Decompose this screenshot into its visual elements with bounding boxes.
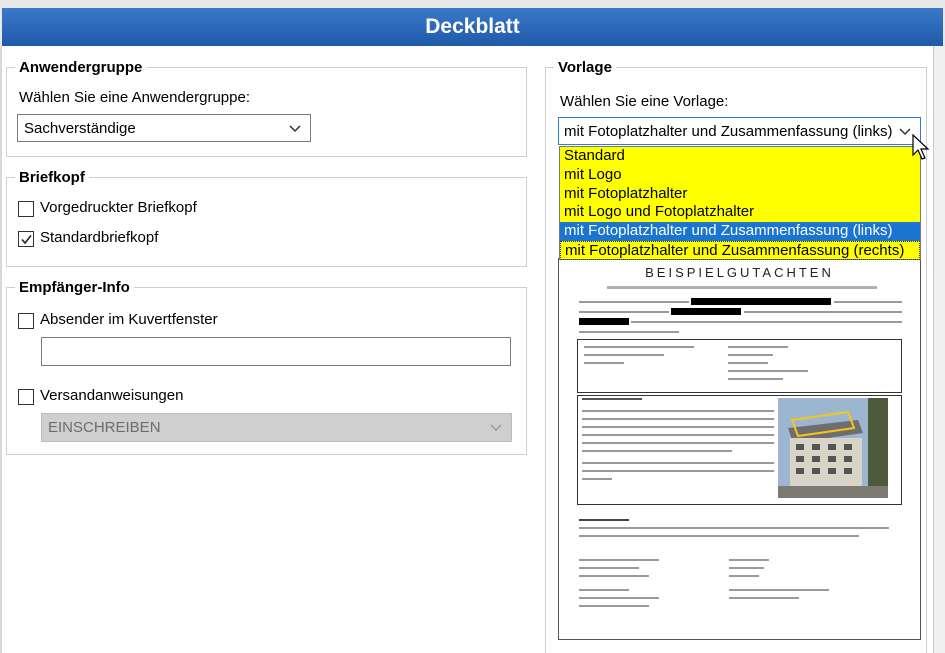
preview-summary-heading	[582, 398, 642, 400]
preview-text-line	[729, 589, 829, 591]
preview-text-line	[582, 478, 612, 480]
empfaenger-title: Empfänger-Info	[15, 279, 134, 296]
preview-text-line	[582, 410, 774, 412]
vorlage-option-zusammenfassung-rechts[interactable]: mit Fotoplatzhalter und Zusammenfassung (rechts)	[560, 241, 920, 260]
preview-text-line	[728, 370, 808, 372]
vorlage-option-logo[interactable]: mit Logo	[564, 165, 622, 183]
anwendergruppe-title: Anwendergruppe	[15, 59, 146, 76]
preview-text-line	[834, 301, 902, 303]
preview-text-line	[728, 354, 773, 356]
preview-text-line	[631, 321, 902, 323]
vorlage-prompt: Wählen Sie eine Vorlage:	[560, 93, 729, 110]
vorlage-select-value: mit Fotoplatzhalter und Zusammenfassung (links)	[564, 122, 893, 140]
preview-text-line	[579, 301, 689, 303]
window-border-left	[0, 46, 2, 653]
preview-text-line	[729, 575, 759, 577]
preview-text-line	[744, 311, 902, 313]
standardbriefkopf-label[interactable]: Standardbriefkopf	[40, 229, 159, 246]
preview-redaction	[691, 298, 831, 305]
window-title: Deckblatt	[2, 8, 943, 46]
anwendergruppe-select[interactable]	[17, 114, 311, 142]
preview-text-line	[729, 597, 799, 599]
briefkopf-title: Briefkopf	[15, 169, 89, 186]
preview-text-line	[579, 567, 639, 569]
anwendergruppe-select-value: Sachverständige	[24, 119, 136, 137]
versand-select-value: EINSCHREIBEN	[48, 419, 161, 436]
chevron-down-icon	[489, 420, 503, 434]
preview-text-line	[579, 597, 659, 599]
checkmark-icon	[20, 233, 33, 246]
preview-section-heading	[579, 519, 629, 521]
preview-text-line	[579, 589, 629, 591]
briefkopf-group	[6, 177, 527, 267]
vorgedruckter-briefkopf-checkbox[interactable]	[18, 201, 34, 217]
preview-text-line	[582, 462, 774, 464]
vorlage-select[interactable]	[558, 117, 921, 145]
vorlage-dropdown-list[interactable]	[559, 146, 921, 260]
absender-label[interactable]: Absender im Kuvertfenster	[40, 311, 218, 328]
preview-text-line	[579, 605, 649, 607]
versand-checkbox[interactable]	[18, 389, 34, 405]
preview-text-line	[582, 418, 774, 420]
window-titlebar	[0, 0, 945, 46]
preview-text-line	[728, 378, 783, 380]
preview-text-line	[729, 559, 769, 561]
vorlage-option-zusammenfassung-links[interactable]: mit Fotoplatzhalter und Zusammenfassung (links)	[560, 222, 920, 241]
preview-text-line	[584, 362, 624, 364]
preview-text-line	[584, 354, 664, 356]
preview-text-line	[579, 311, 669, 313]
preview-text-line	[729, 567, 764, 569]
preview-text-line	[582, 442, 774, 444]
preview-text-line	[582, 450, 732, 452]
preview-text-line	[582, 426, 774, 428]
preview-text-line	[579, 331, 679, 333]
chevron-down-icon	[898, 124, 912, 138]
vorlage-option-logo-fotoplatzhalter[interactable]: mit Logo und Fotoplatzhalter	[564, 203, 755, 221]
preview-text-line	[582, 434, 774, 436]
anwendergruppe-prompt: Wählen Sie eine Anwendergruppe:	[19, 89, 250, 106]
preview-text-line	[579, 527, 889, 529]
absender-input[interactable]	[41, 337, 511, 366]
vorlage-option-standard[interactable]: Standard	[564, 147, 625, 164]
preview-redaction	[671, 308, 741, 315]
preview-text-line	[728, 362, 768, 364]
versand-label[interactable]: Versandanweisungen	[40, 387, 184, 404]
preview-text-line	[579, 575, 649, 577]
versand-select[interactable]	[41, 413, 512, 442]
absender-checkbox[interactable]	[18, 313, 34, 329]
vorlage-option-fotoplatzhalter[interactable]: mit Fotoplatzhalter	[564, 184, 688, 202]
preview-subtitle-line	[607, 286, 877, 289]
preview-summary-box	[577, 395, 902, 505]
vorgedruckter-briefkopf-label[interactable]: Vorgedruckter Briefkopf	[40, 199, 197, 216]
preview-text-line	[728, 346, 788, 348]
preview-building-photo	[778, 398, 888, 498]
preview-text-line	[582, 470, 774, 472]
preview-title: BEISPIELGUTACHTEN	[645, 265, 834, 280]
preview-text-line	[579, 535, 859, 537]
preview-info-box	[577, 339, 902, 393]
preview-text-line	[584, 346, 694, 348]
preview-redaction	[579, 318, 629, 325]
vorlage-title: Vorlage	[554, 59, 616, 76]
scrollbar-track[interactable]	[933, 46, 945, 653]
mouse-cursor-icon	[912, 134, 932, 162]
standardbriefkopf-checkbox[interactable]	[18, 231, 34, 247]
preview-text-line	[579, 559, 659, 561]
chevron-down-icon	[288, 121, 302, 135]
template-preview	[558, 258, 921, 640]
building-photo-image	[778, 398, 888, 498]
anwendergruppe-group	[6, 67, 527, 157]
